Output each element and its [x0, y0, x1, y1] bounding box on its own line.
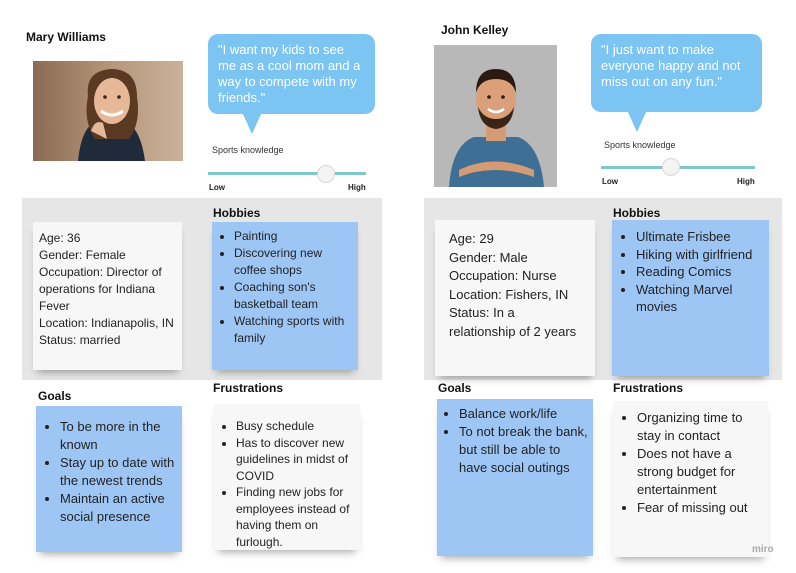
- frustration-item: • Finding new jobs for employees instead of having them on furlough.: [236, 484, 356, 550]
- detail-line: Occupation: Nurse: [449, 268, 557, 283]
- detail-line: Location: Fishers, IN: [449, 286, 569, 302]
- persona-1-frustrations-note: [214, 404, 360, 550]
- persona-2-slider-low: Low: [602, 177, 618, 186]
- frustration-item: • Has to discover new guidelines in midst of COVID: [236, 435, 356, 485]
- goal-item: • Stay up to date with the newest trends: [60, 454, 176, 490]
- detail-line: Age: 36: [39, 231, 81, 245]
- persona-2-hobbies-note: [612, 220, 769, 376]
- persona-2-name: John Kelley: [441, 23, 509, 37]
- hobby-item: • Watching Marvel movies: [636, 281, 763, 316]
- persona-1-quote-tail: [242, 112, 262, 134]
- persona-1-sports-slider-knob[interactable]: [317, 165, 335, 183]
- persona-1-slider-high: High: [348, 183, 366, 192]
- woman-portrait-icon: [33, 61, 183, 161]
- detail-line: Gender: Male: [449, 249, 528, 265]
- hobby-item: • Hiking with girlfriend: [636, 246, 763, 264]
- detail-line: Occupation: Director of operations for Indiana Fever: [39, 265, 162, 313]
- persona-1-quote: "I want my kids to see me as a cool mom and a way to compete with my friends.": [218, 42, 361, 105]
- frustration-item: • Busy schedule: [236, 418, 356, 435]
- detail-line: Status: married: [39, 333, 121, 347]
- goal-item: • Balance work/life: [459, 405, 589, 423]
- persona-1-frustrations-title: Frustrations: [213, 381, 284, 395]
- persona-1-goals-title: Goals: [38, 389, 72, 403]
- persona-2-frustrations-title: Frustrations: [613, 381, 684, 395]
- hobby-item: • Reading Comics: [636, 263, 763, 281]
- persona-2-goals-note: [437, 399, 593, 556]
- persona-1-slider-low: Low: [209, 183, 225, 192]
- goal-item: • To not break the bank, but still be able to have social outings: [459, 423, 589, 477]
- goal-item: • Maintain an active social presence: [60, 490, 176, 526]
- persona-1-photo: [33, 61, 183, 161]
- persona-1-name: Mary Williams: [26, 30, 106, 44]
- persona-2-hobbies-title: Hobbies: [613, 206, 661, 220]
- hobby-item: • Coaching son's basketball team: [234, 279, 354, 313]
- frustration-item: • Organizing time to stay in contact: [637, 409, 762, 445]
- persona-2-sports-label: Sports knowledge: [604, 140, 676, 150]
- hobby-item: • Watching sports with family: [234, 313, 354, 347]
- persona-1-sports-label: Sports knowledge: [212, 145, 284, 155]
- persona-2-quote: "I just want to make everyone happy and not miss out on any fun.": [601, 42, 741, 89]
- persona-2-details-note: [435, 220, 595, 376]
- hobby-item: • Painting: [234, 228, 354, 245]
- hobby-item: • Ultimate Frisbee: [636, 228, 763, 246]
- detail-line: Age: 29: [449, 231, 494, 246]
- persona-2-photo: [434, 45, 557, 187]
- persona-1-quote-bubble: [208, 34, 375, 114]
- persona-1-details-note: [33, 222, 182, 370]
- persona-2-goals-title: Goals: [438, 381, 472, 395]
- persona-1-goals-note: [36, 406, 182, 552]
- frustration-item: • Fear of missing out: [637, 499, 762, 517]
- miro-watermark: miro: [752, 544, 774, 555]
- hobby-item: • Discovering new coffee shops: [234, 245, 354, 279]
- persona-2-slider-high: High: [737, 177, 755, 186]
- persona-1-hobbies-note: [212, 222, 358, 370]
- detail-line: Status: In a relationship of 2 years: [449, 305, 577, 339]
- persona-2-quote-bubble: [591, 34, 762, 112]
- detail-line: Location: Indianapolis, IN: [39, 316, 174, 330]
- goal-item: • To be more in the known: [60, 418, 176, 454]
- persona-1-sports-slider-track: [208, 172, 366, 175]
- persona-1-hobbies-title: Hobbies: [213, 206, 261, 220]
- persona-2-sports-slider-knob[interactable]: [662, 158, 680, 176]
- persona-2-frustrations-note: [613, 401, 768, 557]
- detail-line: Gender: Female: [39, 248, 126, 262]
- persona-2-quote-tail: [627, 110, 647, 132]
- frustration-item: • Does not have a strong budget for entertainment: [637, 445, 762, 499]
- man-portrait-icon: [434, 45, 557, 187]
